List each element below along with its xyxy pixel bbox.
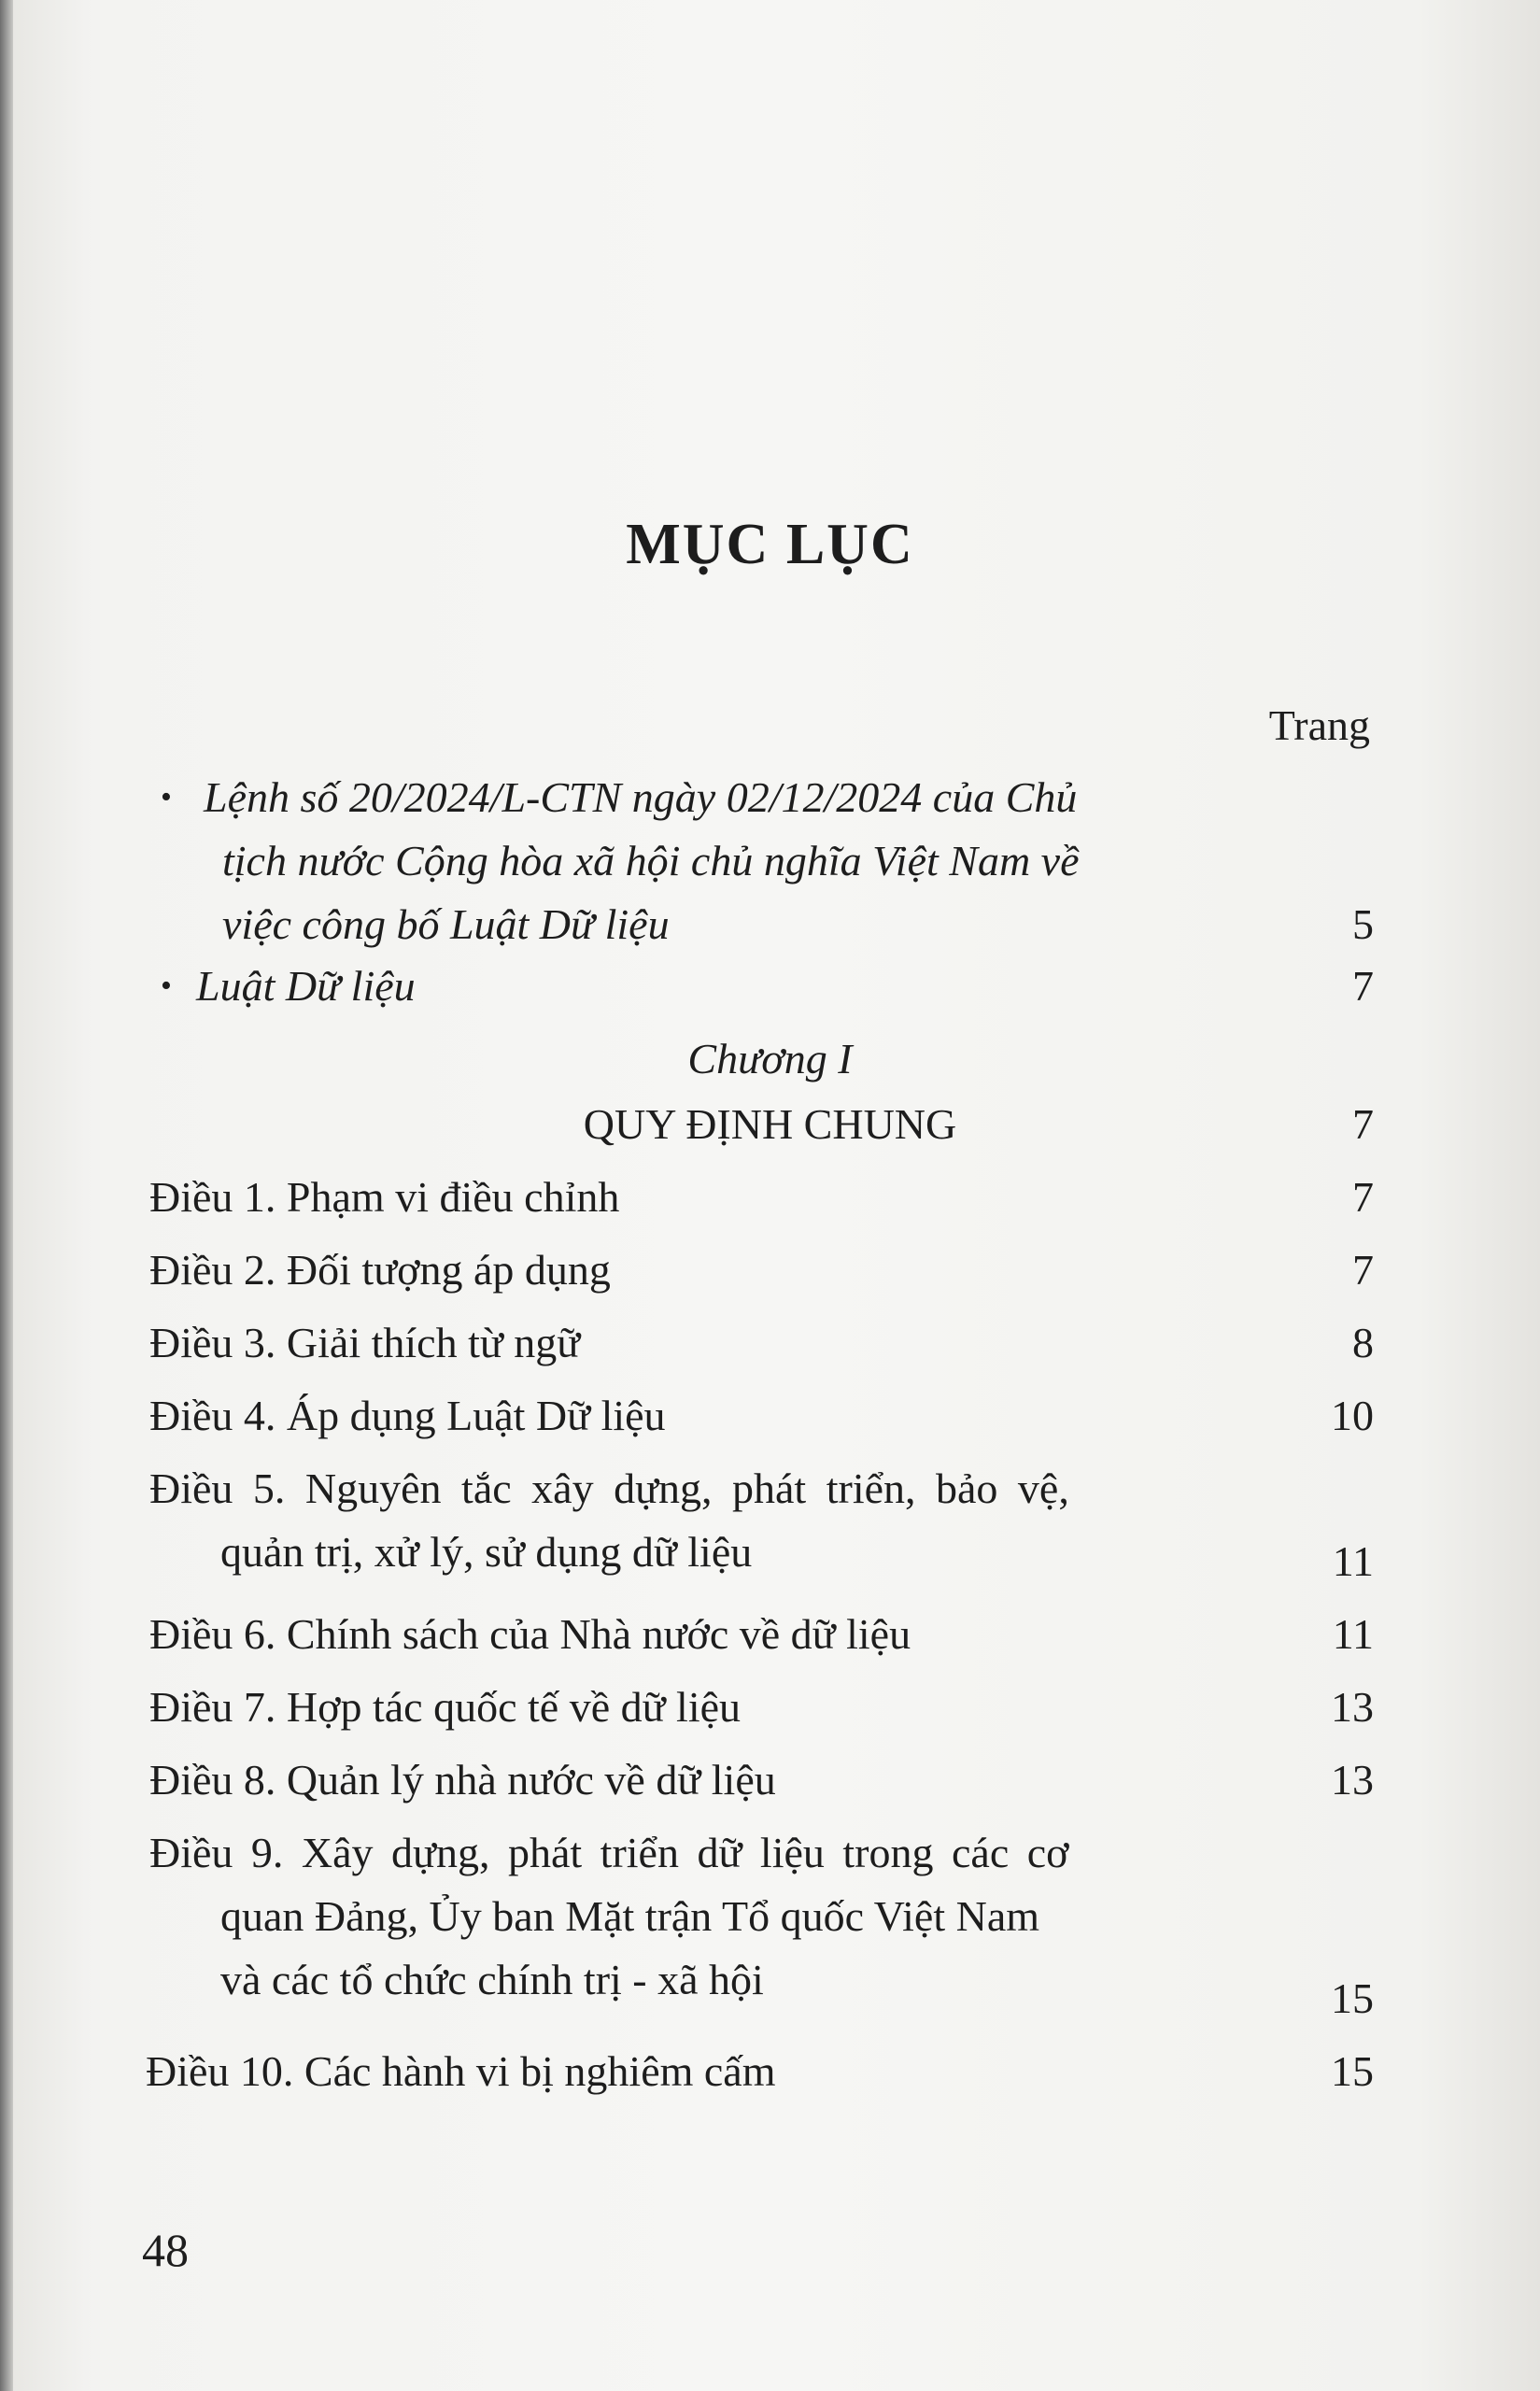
toc-page-number: 7 bbox=[1352, 1246, 1374, 1294]
toc-entry-line: tịch nước Cộng hòa xã hội chủ nghĩa Việt Nam về bbox=[222, 837, 1080, 884]
toc-entry-line: Điều 6. Chính sách của Nhà nước về dữ liệu bbox=[149, 1610, 911, 1658]
toc-entry-line: Điều 3. Giải thích từ ngữ bbox=[149, 1319, 581, 1366]
bullet-icon: • bbox=[161, 969, 172, 1003]
toc-entry-line: quan Đảng, Ủy ban Mặt trận Tổ quốc Việt Nam bbox=[220, 1892, 1040, 1940]
toc-entry-line: Điều 2. Đối tượng áp dụng bbox=[149, 1246, 611, 1294]
toc-entry-line: Điều 10. Các hành vi bị nghiêm cấm bbox=[146, 2047, 776, 2095]
toc-article bbox=[149, 1457, 1251, 1584]
toc-entry-line: Điều 5. Nguyên tắc xây dựng, phát triển, bảo vệ, bbox=[149, 1464, 1069, 1512]
toc-entry-line: Lệnh số 20/2024/L-CTN ngày 02/12/2024 của Chủ bbox=[204, 773, 1078, 821]
toc-page-number: 7 bbox=[1352, 1173, 1374, 1221]
toc-article bbox=[149, 1311, 580, 1375]
footer-page-number: 48 bbox=[142, 2224, 189, 2276]
toc-page-number: 10 bbox=[1331, 1392, 1374, 1439]
toc-article bbox=[149, 1238, 611, 1302]
toc-entry-line: và các tổ chức chính trị - xã hội bbox=[220, 1956, 764, 2003]
toc-entry-line: Điều 9. Xây dựng, phát triển dữ liệu trong các cơ bbox=[149, 1829, 1069, 1876]
page-column-label: Trang bbox=[1268, 701, 1370, 749]
toc-entry-order bbox=[204, 766, 1231, 956]
toc-entry-line: Điều 7. Hợp tác quốc tế về dữ liệu bbox=[149, 1683, 742, 1731]
toc-entry-line: Điều 1. Phạm vi điều chỉnh bbox=[149, 1173, 620, 1221]
toc-article bbox=[149, 1384, 666, 1448]
toc-article bbox=[146, 2040, 776, 2103]
toc-entry-line: quản trị, xử lý, sử dụng dữ liệu bbox=[220, 1528, 753, 1576]
toc-page-number: 8 bbox=[1352, 1319, 1374, 1366]
toc-page-number: 15 bbox=[1331, 1974, 1374, 2022]
toc-page-number: 13 bbox=[1331, 1683, 1374, 1731]
toc-entry-law bbox=[196, 955, 416, 1018]
toc-page-number: 13 bbox=[1331, 1756, 1374, 1804]
chapter-title: QUY ĐỊNH CHUNG bbox=[583, 1100, 957, 1148]
book-spine-shadow bbox=[0, 0, 13, 2391]
bullet-icon: • bbox=[161, 780, 172, 814]
chapter-label: Chương I bbox=[687, 1035, 853, 1082]
page-title: MỤC LỤC bbox=[626, 513, 914, 576]
toc-page-number: 15 bbox=[1331, 2047, 1374, 2095]
toc-page-number: 7 bbox=[1352, 1100, 1374, 1148]
toc-article bbox=[149, 1821, 1270, 2012]
toc-entry-line: việc công bố Luật Dữ liệu bbox=[222, 900, 670, 948]
toc-entry-line: Điều 8. Quản lý nhà nước về dữ liệu bbox=[149, 1756, 776, 1804]
toc-article bbox=[149, 1748, 776, 1812]
toc-article bbox=[149, 1603, 911, 1666]
toc-article bbox=[149, 1676, 741, 1739]
toc-article bbox=[149, 1166, 619, 1229]
toc-page-number: 7 bbox=[1352, 962, 1374, 1010]
toc-entry-line: Luật Dữ liệu bbox=[196, 962, 416, 1010]
toc-page-number: 11 bbox=[1332, 1610, 1374, 1658]
toc-page-number: 5 bbox=[1352, 900, 1374, 948]
toc-page-number: 11 bbox=[1332, 1537, 1374, 1585]
toc-entry-line: Điều 4. Áp dụng Luật Dữ liệu bbox=[149, 1392, 666, 1439]
